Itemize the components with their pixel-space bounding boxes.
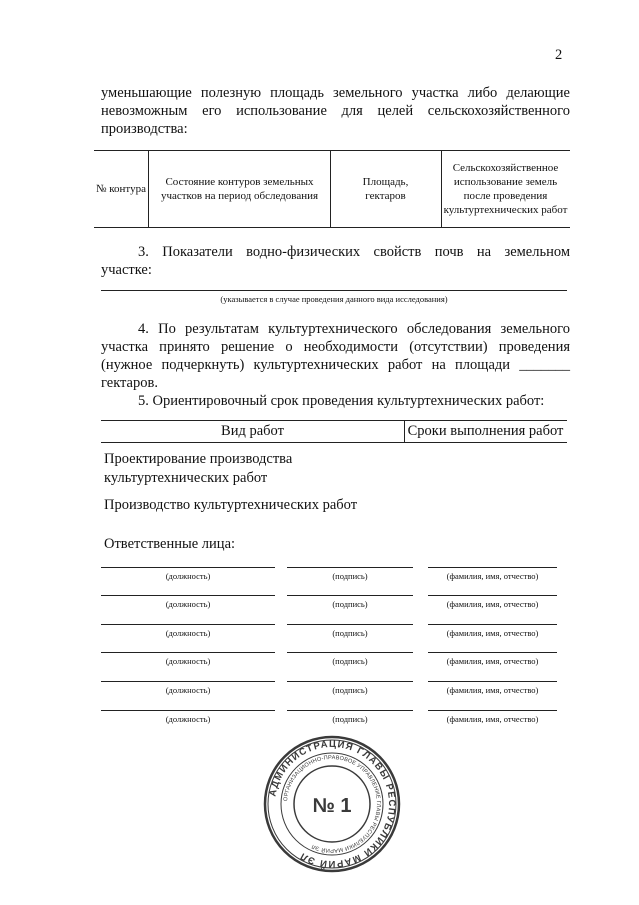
section5-line-1: 5. Ориентировочный срок проведения культуртехнических работ: (138, 393, 545, 409)
section3-note: (указывается в случае проведения данного вида исследования) (220, 294, 448, 304)
col-work-type: Вид работ (221, 422, 284, 439)
work-row-design: Проектирование производства культуртехнических работ (104, 451, 293, 486)
position-label: (должность) (165, 628, 211, 638)
official-stamp (262, 734, 402, 874)
position-label: (должность) (165, 714, 211, 724)
intro-line-2: невозможным его использование для целей сельскохозяйственного (101, 103, 570, 119)
responsible-title: Ответственные лица: (104, 536, 236, 552)
section3-line-1: 3. Показатели водно-физических свойств почв на земельном (138, 244, 570, 260)
intro-line-3: производства: (101, 121, 188, 137)
position-label: (должность) (165, 685, 211, 695)
fullname-label: (фамилия, имя, отчество) (446, 599, 539, 609)
stamp-number: № 1 (312, 795, 352, 817)
section3-fill-line (101, 290, 567, 291)
stamp-outer-text: АДМИНИСТРАЦИЯ ГЛАВЫ РЕСПУБЛИКИ МАРИЙ ЭЛ (267, 738, 398, 870)
position-label: (должность) (165, 599, 211, 609)
col-area: Площадь, гектаров (362, 175, 409, 202)
signature-label: (подпись) (332, 656, 368, 666)
section4-line-3: (нужное подчеркнуть) культуртехнических работ на площади _______ (101, 357, 570, 373)
signature-label: (подпись) (332, 571, 368, 581)
signature-label: (подпись) (332, 714, 368, 724)
signature-label: (подпись) (332, 685, 368, 695)
fullname-label: (фамилия, имя, отчество) (446, 656, 539, 666)
section3-line-2: участке: (101, 262, 152, 278)
position-label: (должность) (165, 571, 211, 581)
fullname-label: (фамилия, имя, отчество) (446, 571, 539, 581)
fullname-label: (фамилия, имя, отчество) (446, 685, 539, 695)
section4-line-4: гектаров. (101, 375, 158, 391)
section4-line-2: участка принято решение о необходимости (отсутствии) проведения (101, 339, 570, 355)
col-work-deadline: Сроки выполнения работ (407, 422, 564, 439)
col-agri-use: Сельскохозяйственное использование земель после проведения культуртехнических работ (443, 161, 568, 216)
col-contour-number: № контура (96, 182, 146, 195)
work-row-production: Производство культуртехнических работ (104, 497, 358, 513)
position-label: (должность) (165, 656, 211, 666)
stamp-inner-text: ОРГАНИЗАЦИОННО-ПРАВОВОЕ УПРАВЛЕНИЕ ГЛАВЫ РЕСПУБЛИКИ МАРИЙ ЭЛ (283, 754, 382, 854)
section4-line-1: 4. По результатам культуртехнического обследования земельного (138, 321, 570, 337)
fullname-label: (фамилия, имя, отчество) (446, 714, 539, 724)
fullname-label: (фамилия, имя, отчество) (446, 628, 539, 638)
col-contour-state: Состояние контуров земельных участков на период обследования (160, 175, 319, 202)
intro-line-1: уменьшающие полезную площадь земельного участка либо делающие (101, 85, 570, 101)
page-number: 2 (555, 47, 563, 63)
signature-label: (подпись) (332, 599, 368, 609)
signature-label: (подпись) (332, 628, 368, 638)
